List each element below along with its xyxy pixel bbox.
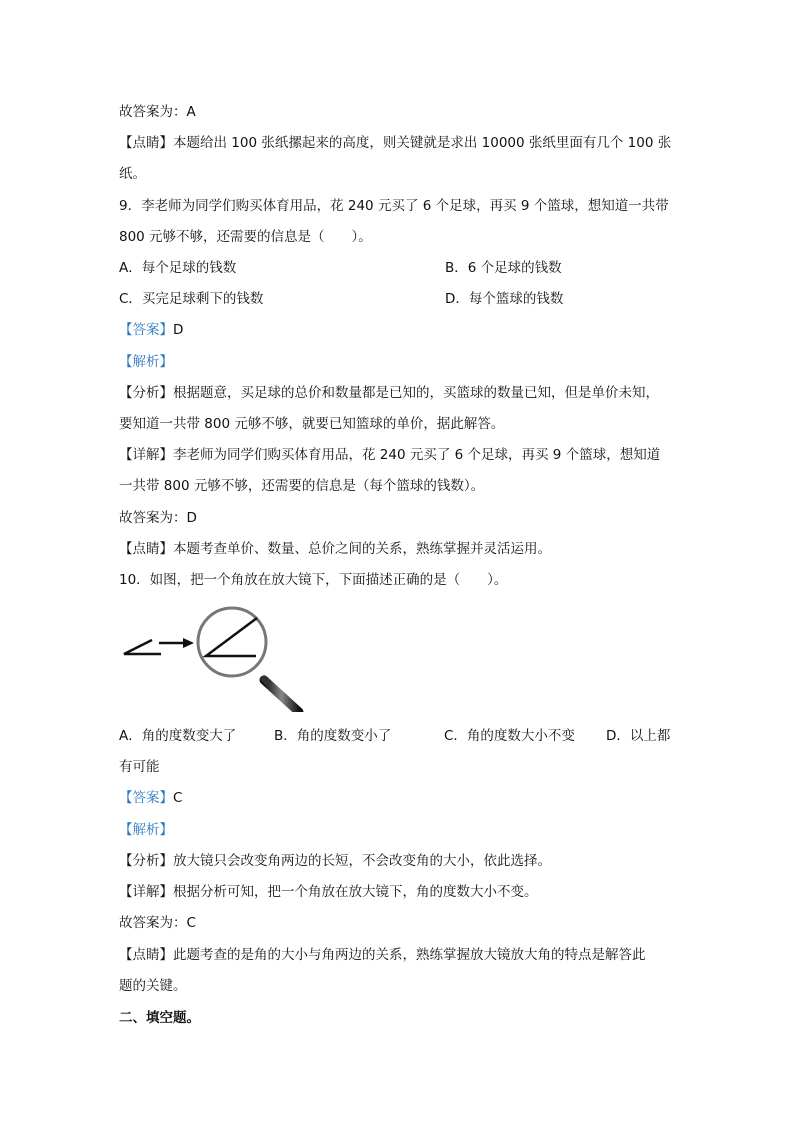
xiangjie-tag: 【详解】 bbox=[119, 884, 173, 900]
q9-xiangjie bbox=[119, 440, 660, 471]
q9-stem-1: 9．李老师为同学们购买体育用品，花 240 元买了 6 个足球，再买 9 个篮球，想知道一共带 bbox=[119, 198, 669, 214]
fenxi-tag: 【分析】 bbox=[119, 385, 173, 401]
q9-xiangjie-cont: 一共带 800 元够不够，还需要的信息是（每个篮球的钱数）。 bbox=[119, 478, 485, 494]
q10-fenxi bbox=[119, 846, 551, 877]
dianjing-tag: 【点睛】 bbox=[119, 541, 173, 557]
xiangjie-text: 根据分析可知，把一个角放在放大镜下，角的度数大小不变。 bbox=[173, 884, 538, 900]
magnifier-icon bbox=[198, 608, 299, 712]
dianjing-text-cont: 纸。 bbox=[119, 166, 146, 182]
q9-fenxi bbox=[119, 378, 659, 409]
dianjing-line bbox=[119, 128, 671, 159]
magnifier-angle-figure bbox=[119, 600, 319, 712]
q9-fenxi-cont: 要知道一共带 800 元够不够，就要已知篮球的单价，据此解答。 bbox=[119, 416, 505, 432]
q9-options-row1 bbox=[119, 253, 679, 284]
q10-option-d: D．以上都 bbox=[606, 728, 671, 744]
q10-option-a: A．角的度数变大了 bbox=[119, 728, 237, 744]
q10-dianjing-cont: 题的关键。 bbox=[119, 978, 187, 994]
q9-option-a: A．每个足球的钱数 bbox=[119, 260, 237, 276]
q10-option-c: C．角的度数大小不变 bbox=[444, 728, 575, 744]
q10-dianjing bbox=[119, 940, 646, 971]
q9-option-d: D．每个篮球的钱数 bbox=[445, 291, 564, 307]
q10-options-row bbox=[119, 721, 679, 752]
answer-value: C bbox=[173, 790, 183, 806]
dianjing-text: 本题给出 100 张纸摞起来的高度，则关键就是求出 10000 张纸里面有几个 100 张 bbox=[173, 135, 672, 151]
fenxi-text: 放大镜只会改变角两边的长短，不会改变角的大小，依此选择。 bbox=[173, 853, 551, 869]
answer-tag: 【答案】 bbox=[119, 322, 173, 338]
q10-final: 故答案为：C bbox=[119, 915, 196, 931]
dianjing-text: 本题考查单价、数量、总价之间的关系，熟练掌握并灵活运用。 bbox=[173, 541, 551, 557]
xiangjie-tag: 【详解】 bbox=[119, 447, 173, 463]
q10-answer bbox=[119, 783, 182, 814]
answer-line: 故答案为：A bbox=[119, 104, 196, 120]
q9-dianjing bbox=[119, 534, 551, 565]
answer-tag: 【答案】 bbox=[119, 790, 173, 806]
q9-final: 故答案为：D bbox=[119, 510, 197, 526]
q9-option-c: C．买完足球剩下的钱数 bbox=[119, 291, 264, 307]
q10-stem: 10．如图，把一个角放在放大镜下，下面描述正确的是（ ）。 bbox=[119, 572, 508, 588]
q9-jiexi-tag: 【解析】 bbox=[119, 354, 173, 370]
dianjing-text: 此题考查的是角的大小与角两边的关系，熟练掌握放大镜放大角的特点是解答此 bbox=[173, 947, 646, 963]
q10-option-b: B．角的度数变小了 bbox=[274, 728, 392, 744]
fenxi-text: 根据题意，买足球的总价和数量都是已知的，买篮球的数量已知，但是单价未知， bbox=[173, 385, 659, 401]
fenxi-tag: 【分析】 bbox=[119, 853, 173, 869]
q9-stem-2: 800 元够不够，还需要的信息是（ ）。 bbox=[119, 229, 372, 245]
xiangjie-text: 李老师为同学们购买体育用品，花 240 元买了 6 个足球，再买 9 个篮球，想知道 bbox=[173, 447, 661, 463]
dianjing-tag: 【点睛】 bbox=[119, 947, 173, 963]
answer-value: D bbox=[173, 322, 184, 338]
q10-xiangjie bbox=[119, 877, 538, 908]
q9-options-row2 bbox=[119, 284, 679, 315]
small-angle-icon bbox=[124, 640, 161, 654]
q9-option-b: B．6 个足球的钱数 bbox=[445, 260, 562, 276]
section-heading: 二、填空题。 bbox=[119, 1010, 200, 1026]
q10-option-d-cont: 有可能 bbox=[119, 759, 160, 775]
arrow-icon bbox=[159, 638, 194, 648]
dianjing-tag: 【点睛】 bbox=[119, 135, 173, 151]
q9-answer bbox=[119, 315, 183, 346]
q10-jiexi-tag: 【解析】 bbox=[119, 822, 173, 838]
